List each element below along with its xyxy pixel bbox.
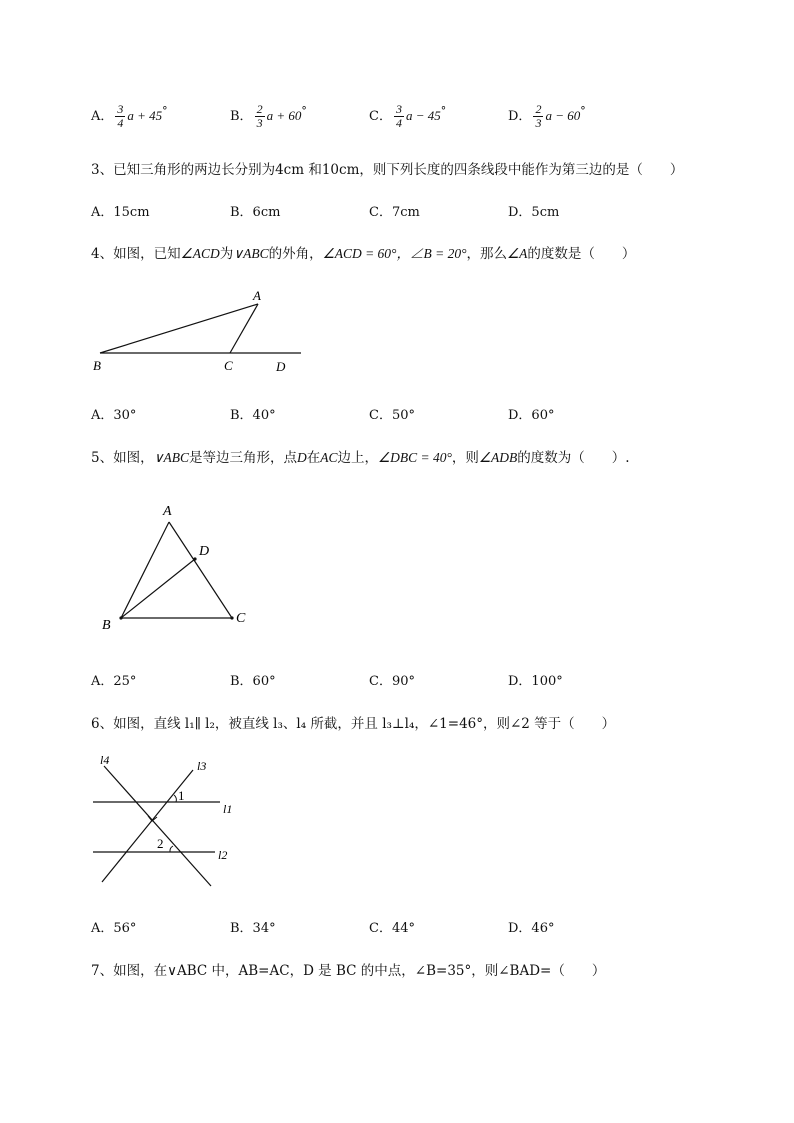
angle2-arc: [170, 846, 173, 852]
q4-option-c: C．50°: [369, 408, 415, 423]
q2-option-d: D． $\frac{2}{3}$ a − 60°: [508, 102, 586, 130]
q7-stem: 7、如图，在∨ABC 中，AB=AC，D 是 BC 的中点，∠B=35°，则∠BAD=（ ）: [91, 963, 606, 979]
label-c: C: [224, 358, 233, 373]
q6-option-d: D．46°: [508, 921, 555, 936]
label-b: B: [93, 358, 101, 373]
q5-option-a: A．25°: [91, 674, 137, 689]
side-ab: [121, 522, 169, 618]
label-l3: l3: [197, 759, 207, 773]
fraction: $\frac{3}{4}$: [395, 102, 402, 130]
label-l2: l2: [218, 848, 228, 862]
fraction: $\frac{2}{3}$: [256, 102, 263, 130]
q6-figure: [88, 750, 248, 890]
label-c: C: [236, 611, 246, 626]
q4-option-d: D．60°: [508, 408, 555, 423]
q6-option-b: B．34°: [230, 921, 276, 936]
q6-option-c: C．44°: [369, 921, 415, 936]
q6-stem: 6、如图，直线 l₁∥ l₂，被直线 l₃、l₄ 所截，并且 l₃⊥l₄，∠1=46°，则∠2 等于（ ）: [91, 716, 616, 732]
line-l4: [104, 766, 211, 886]
q3-stem: 3、已知三角形的两边长分别为4cm 和10cm，则下列长度的四条线段中能作为第三边的是（ ）: [91, 162, 684, 178]
fraction: $\frac{2}{3}$: [535, 102, 542, 130]
q5-option-c: C．90°: [369, 674, 415, 689]
side-ac: [169, 522, 232, 618]
fraction: $\frac{3}{4}$: [117, 102, 124, 130]
line-l3: [102, 770, 193, 882]
q4-option-a: A．30°: [91, 408, 137, 423]
q3-option-a: A．15cm: [91, 205, 150, 220]
q4-stem: 4、如图，已知∠ACD为∨ABC的外角，∠ACD = 60°，∠B = 20°，那么∠A的度数是（ ）: [91, 246, 636, 262]
q6-option-a: A．56°: [91, 921, 137, 936]
q5-stem: 5、如图，∨ABC是等边三角形，点D在AC边上，∠DBC = 40°，则∠ADB的度数为（ ）.: [91, 450, 630, 466]
q2-option-b: B． $\frac{2}{3}$ a + 60°: [230, 102, 307, 130]
label-angle-1: 1: [178, 788, 185, 803]
q3-option-b: B．6cm: [230, 205, 281, 220]
label-a: A: [253, 288, 261, 303]
point-d: [193, 557, 196, 560]
label-a: A: [163, 504, 172, 519]
label-l1: l1: [223, 802, 233, 816]
point-b: [119, 616, 122, 619]
q3-option-d: D．5cm: [508, 205, 560, 220]
q4-option-b: B．40°: [230, 408, 276, 423]
q5-option-d: D．100°: [508, 674, 563, 689]
q5-figure: [95, 500, 265, 635]
q2-option-c: C． $\frac{3}{4}$ a − 45°: [369, 102, 447, 130]
q4-figure: [85, 283, 315, 378]
label-l4: l4: [100, 753, 110, 767]
point-c: [230, 616, 233, 619]
segment-bd: [121, 559, 195, 618]
q2-option-a: A． $\frac{3}{4}$ a + 45°: [91, 102, 168, 130]
label-b: B: [102, 618, 111, 633]
q3-option-c: C．7cm: [369, 205, 420, 220]
label-d: D: [276, 359, 286, 374]
q5-option-b: B．60°: [230, 674, 276, 689]
angle1-arc: [174, 795, 176, 802]
label-d: D: [199, 544, 210, 559]
label-angle-2: 2: [157, 836, 164, 851]
